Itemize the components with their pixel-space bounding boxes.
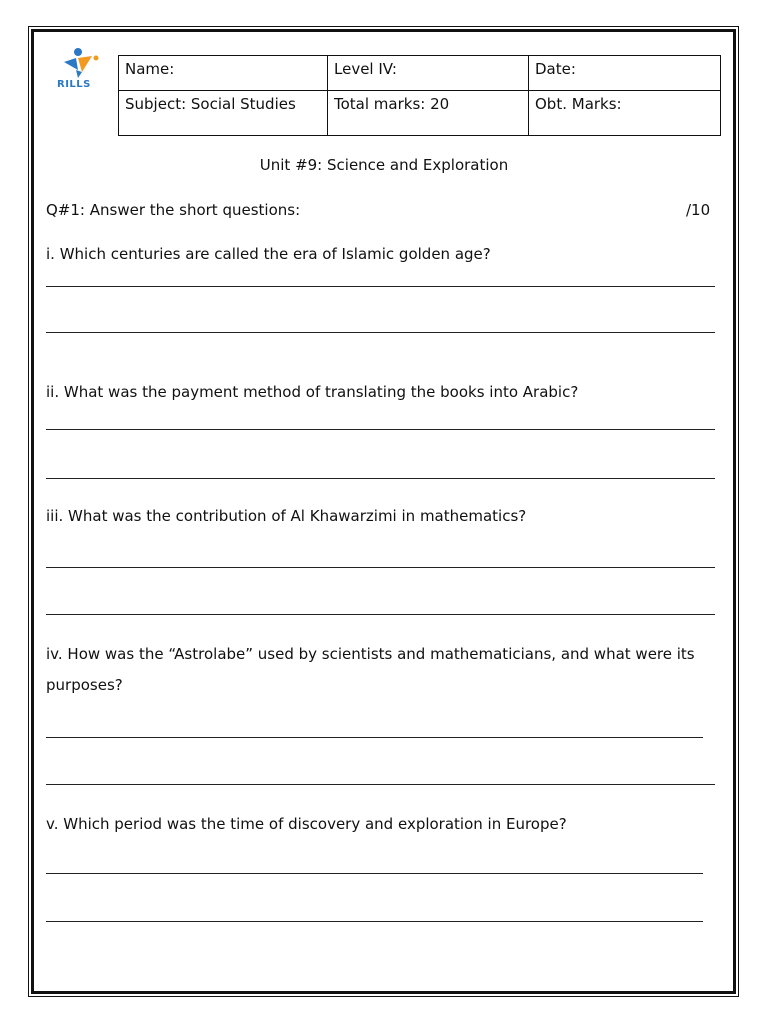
question-1: i. Which centuries are called the era of Islamic golden age? xyxy=(46,245,491,263)
level-cell: Level IV: xyxy=(328,56,529,91)
logo-text: RILLS xyxy=(57,79,91,90)
answer-line[interactable] xyxy=(46,429,715,430)
question-2: ii. What was the payment method of translating the books into Arabic? xyxy=(46,383,579,401)
date-cell[interactable]: Date: xyxy=(529,56,721,91)
header-table xyxy=(118,55,721,136)
answer-line[interactable] xyxy=(46,478,715,479)
unit-title: Unit #9: Science and Exploration xyxy=(259,156,509,174)
subject-cell: Subject: Social Studies xyxy=(119,91,328,136)
answer-line[interactable] xyxy=(46,614,715,615)
section-title: Q#1: Answer the short questions: xyxy=(46,201,301,219)
total-marks-cell: Total marks: 20 xyxy=(328,91,529,136)
answer-line[interactable] xyxy=(46,567,715,568)
answer-line[interactable] xyxy=(46,332,715,333)
name-cell[interactable]: Name: xyxy=(119,56,328,91)
question-3: iii. What was the contribution of Al Khawarzimi in mathematics? xyxy=(46,507,527,525)
answer-line[interactable] xyxy=(46,286,715,287)
section-marks: /10 xyxy=(686,201,711,219)
question-5: v. Which period was the time of discovery and exploration in Europe? xyxy=(46,815,567,833)
question-4: iv. How was the “Astrolabe” used by scientists and mathematicians, and what were its purposes? xyxy=(46,645,695,694)
answer-line[interactable] xyxy=(46,784,715,785)
answer-line[interactable] xyxy=(46,873,703,874)
answer-line[interactable] xyxy=(46,737,703,738)
obt-marks-cell[interactable]: Obt. Marks: xyxy=(529,91,721,136)
answer-line[interactable] xyxy=(46,921,703,922)
